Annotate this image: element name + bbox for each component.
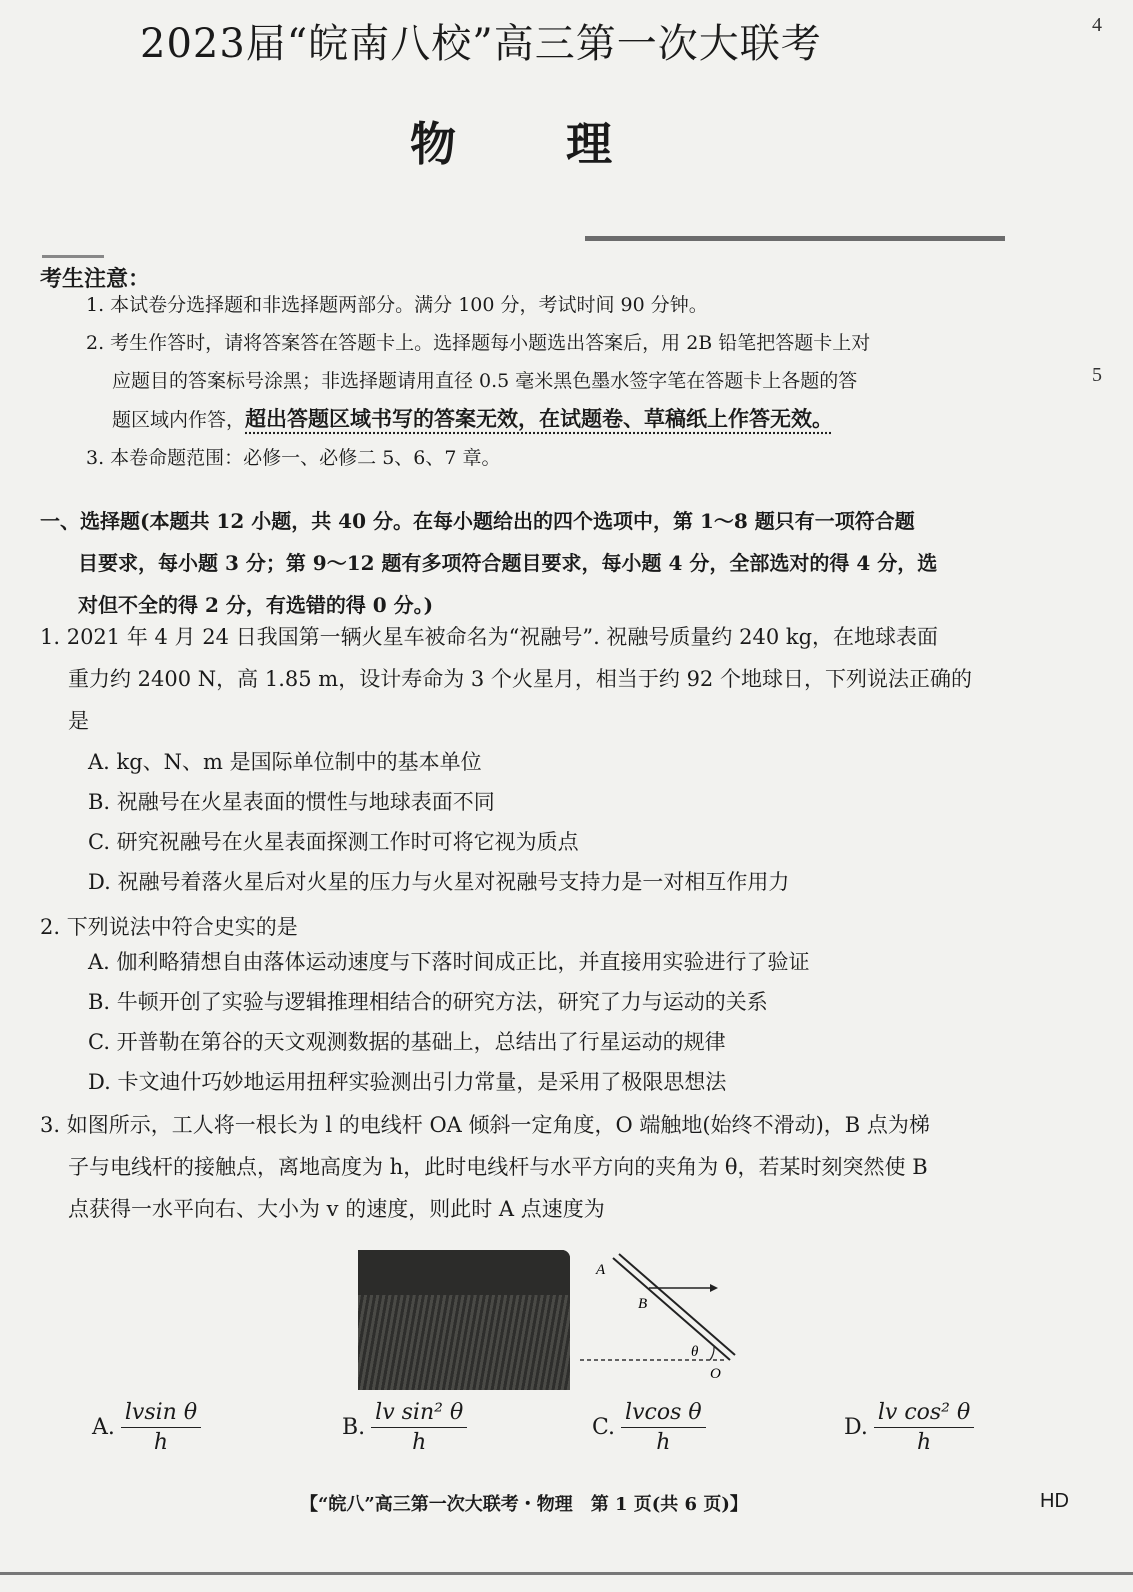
arrow-head xyxy=(710,1284,718,1292)
section-line: 对但不全的得 2 分，有选错的得 0 分。) xyxy=(78,593,434,617)
answer-label: D. xyxy=(844,1415,868,1440)
label-o: O xyxy=(710,1366,721,1382)
pole xyxy=(613,1258,730,1360)
denominator: h xyxy=(153,1430,169,1455)
option-b: B. 祝融号在火星表面的惯性与地球表面不同 xyxy=(88,790,495,814)
notice-item: 1. 本试卷分选择题和非选择题两部分。满分 100 分，考试时间 90 分钟。 xyxy=(86,294,708,316)
notice-item: 3. 本卷命题范围：必修一、必修二 5、6、7 章。 xyxy=(86,447,501,469)
label-a: A xyxy=(596,1262,606,1278)
option-c: C. 开普勒在第谷的天文观测数据的基础上，总结出了行星运动的规律 xyxy=(88,1030,726,1054)
notice-text: 题区域内作答， xyxy=(112,409,246,431)
answer-d xyxy=(844,1400,974,1455)
option-c: C. 研究祝融号在火星表面探测工作时可将它视为质点 xyxy=(88,830,579,854)
answer-c xyxy=(592,1400,706,1455)
answer-label: B. xyxy=(342,1415,366,1440)
numerator: lv sin² θ xyxy=(371,1400,467,1428)
option-b: B. 牛顿开创了实验与逻辑推理相结合的研究方法，研究了力与运动的关系 xyxy=(88,990,768,1014)
divider xyxy=(585,236,1005,241)
question-text: 2. 下列说法中符合史实的是 xyxy=(40,915,298,939)
answer-fraction xyxy=(121,1400,201,1455)
answer-b xyxy=(342,1400,467,1455)
page-footer: 【“皖八”高三第一次大联考・物理 第 1 页(共 6 页)】 xyxy=(300,1494,748,1515)
label-b: B xyxy=(638,1296,648,1312)
answer-a xyxy=(92,1400,201,1455)
section-heading xyxy=(40,500,1020,626)
margin-number: 5 xyxy=(1092,364,1102,386)
answer-fraction xyxy=(621,1400,706,1455)
notice-item-cont: 应题目的答案标号涂黑；非选择题请用直径 0.5 毫米黑色墨水签字笔在答题卡上各题的答 xyxy=(112,370,858,392)
numerator: lv cos² θ xyxy=(874,1400,974,1428)
question-text: 3. 如图所示，工人将一根长为 l 的电线杆 OA 倾斜一定角度，O 端触地(始终不滑动)，B 点为梯 xyxy=(40,1113,930,1137)
angle-arc xyxy=(710,1347,714,1360)
question-1 xyxy=(40,616,1040,742)
bottom-edge xyxy=(0,1572,1133,1575)
denominator: h xyxy=(916,1430,932,1455)
question-text: 1. 2021 年 4 月 24 日我国第一辆火星车被命名为“祝融号”. 祝融号质量约 240 kg，在地球表面 xyxy=(40,625,939,649)
divider xyxy=(42,255,104,258)
answer-label: C. xyxy=(592,1415,616,1440)
question-text: 子与电线杆的接触点，离地高度为 h，此时电线杆与水平方向的夹角为 θ，若某时刻突然使 B xyxy=(68,1155,928,1179)
denominator: h xyxy=(412,1430,427,1455)
option-a: A. 伽利略猜想自由落体运动速度与下落时间成正比，并直接用实验进行了验证 xyxy=(88,950,810,974)
question-text: 点获得一水平向右、大小为 v 的速度，则此时 A 点速度为 xyxy=(68,1197,605,1221)
option-d: D. 祝融号着落火星后对火星的压力与火星对祝融号支持力是一对相互作用力 xyxy=(88,870,790,894)
section-line: 目要求，每小题 3 分；第 9～12 题有多项符合题目要求，每小题 4 分，全部选对的得 4 分，选 xyxy=(78,551,938,575)
paper-code: HD xyxy=(1040,1490,1069,1512)
notice-item: 2. 考生作答时，请将答案答在答题卡上。选择题每小题选出答案后，用 2B 铅笔把答题卡上对 xyxy=(86,332,871,354)
pole-edge xyxy=(619,1254,735,1355)
notice-emphasis: 超出答题区域书写的答案无效，在试题卷、草稿纸上作答无效。 xyxy=(245,406,834,431)
numerator: lvsin θ xyxy=(121,1400,201,1428)
subject-title: 物理 xyxy=(410,117,722,171)
notice-item-cont xyxy=(86,400,1016,439)
answer-fraction xyxy=(874,1400,974,1455)
margin-number: 4 xyxy=(1092,14,1102,36)
section-line: 一、选择题(本题共 12 小题，共 40 分。在每小题给出的四个选项中，第 1～8 题只有一项符合题 xyxy=(40,509,915,533)
notice-list xyxy=(86,286,1016,477)
question-text: 是 xyxy=(68,709,89,733)
numerator: lvcos θ xyxy=(621,1400,706,1428)
answer-label: A. xyxy=(92,1415,115,1440)
notice-title: 考生注意： xyxy=(40,266,151,292)
question-text: 重力约 2400 N，高 1.85 m，设计寿命为 3 个火星月，相当于约 92 个地球日，下列说法正确的 xyxy=(68,667,972,691)
option-d: D. 卡文迪什巧妙地运用扭秤实验测出引力常量，是采用了极限思想法 xyxy=(88,1070,727,1094)
answer-fraction xyxy=(371,1400,467,1455)
pole-diagram xyxy=(358,1250,748,1400)
exam-title: 2023届“皖南八校”高三第一次大联考 xyxy=(140,21,822,67)
question-3 xyxy=(40,1104,1040,1230)
option-a: A. kg、N、m 是国际单位制中的基本单位 xyxy=(88,750,482,774)
denominator: h xyxy=(656,1430,671,1455)
question-3-figure xyxy=(358,1250,748,1400)
label-theta: θ xyxy=(691,1344,699,1360)
